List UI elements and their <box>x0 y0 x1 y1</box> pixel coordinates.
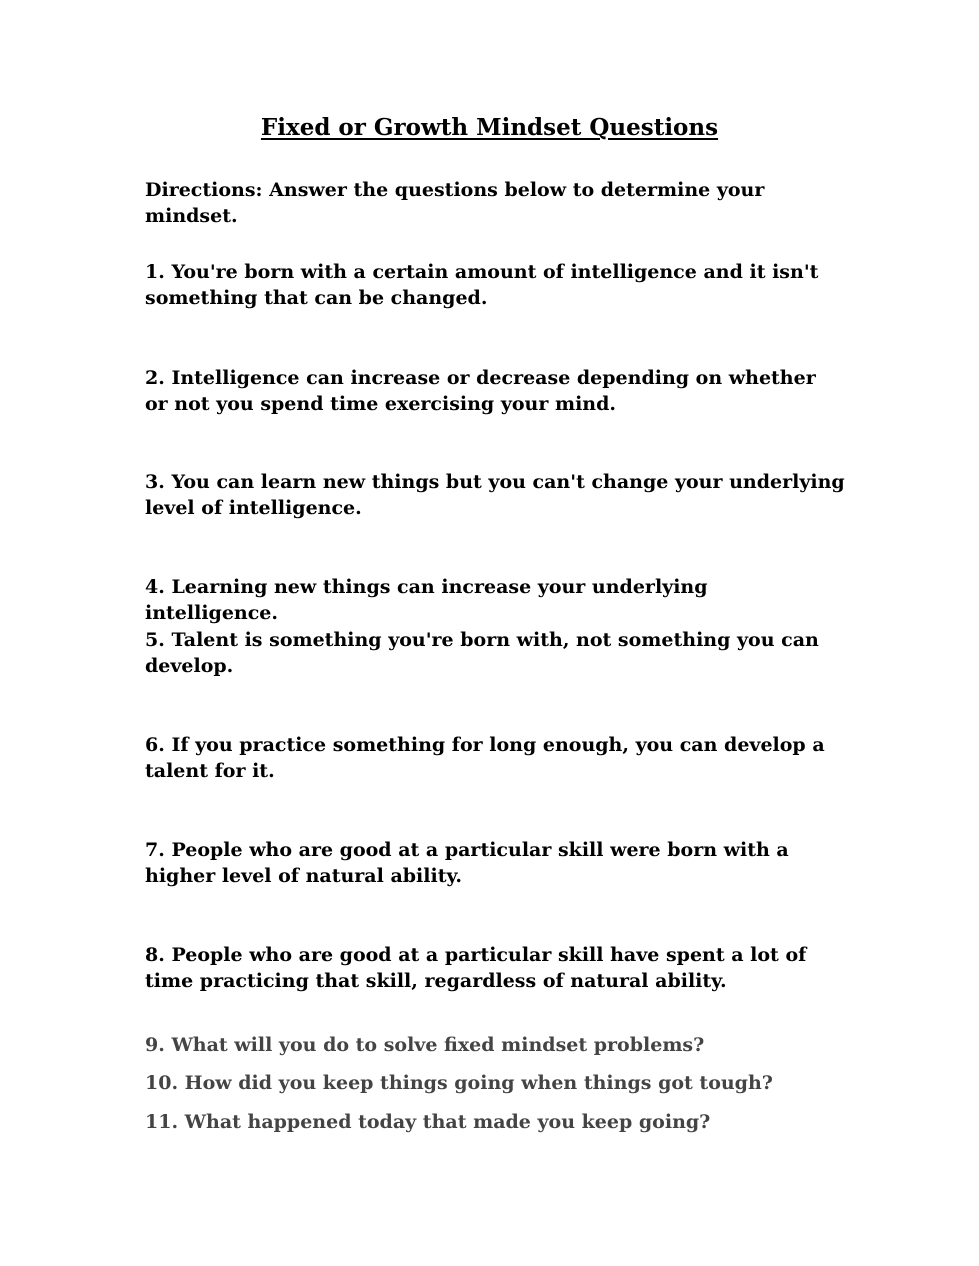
question-6: 6. If you practice something for long enough, you can develop a talent for it. <box>145 734 825 782</box>
question-8: 8. People who are good at a particular skill have spent a lot of time practicing that skill, regardless of natural ability. <box>145 944 807 992</box>
directions-text: Directions: Answer the questions below to determine your mindset. <box>145 179 765 227</box>
question-5: 5. Talent is something you're born with, not something you can develop. <box>145 629 819 677</box>
question-11: 11. What happened today that made you keep going? <box>145 1111 711 1133</box>
page-title: Fixed or Growth Mindset Questions <box>260 114 719 141</box>
question-4: 4. Learning new things can increase your underlying intelligence. <box>145 576 708 624</box>
question-2: 2. Intelligence can increase or decrease depending on whether or not you spend time exercising your mind. <box>145 367 816 415</box>
question-1: 1. You're born with a certain amount of intelligence and it isn't something that can be changed. <box>145 261 819 309</box>
question-10: 10. How did you keep things going when things got tough? <box>145 1072 773 1094</box>
question-3: 3. You can learn new things but you can't change your underlying level of intelligence. <box>145 471 845 519</box>
question-7: 7. People who are good at a particular skill were born with a higher level of natural ability. <box>145 839 789 887</box>
question-9: 9. What will you do to solve fixed mindset problems? <box>145 1034 705 1056</box>
